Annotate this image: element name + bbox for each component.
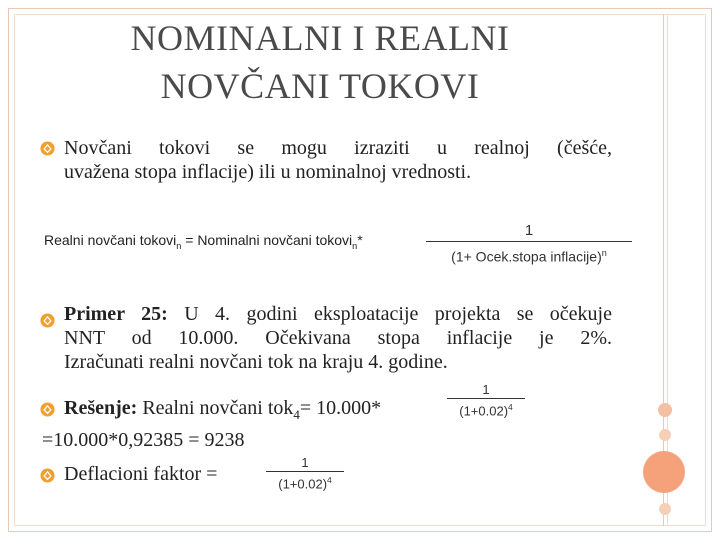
formula-denominator-sup: n bbox=[601, 248, 607, 258]
solution-frac-den-wrap bbox=[447, 400, 525, 418]
example-label: Primer 25: bbox=[64, 303, 168, 325]
decorative-circle-small-3 bbox=[659, 503, 671, 515]
deflator-fraction bbox=[266, 456, 344, 491]
formula-denominator: (1+ Ocek.stopa inflacije) bbox=[451, 248, 602, 265]
deflator-frac-bar bbox=[266, 471, 344, 472]
formula-rhs-sub: n bbox=[352, 240, 358, 251]
real-cashflow-formula bbox=[44, 232, 363, 251]
solution-rest: = 10.000* bbox=[299, 397, 382, 419]
decorative-circle-small-1 bbox=[658, 403, 672, 417]
example-paragraph bbox=[64, 302, 612, 374]
deflator-frac-num: 1 bbox=[301, 455, 309, 470]
example-line-2: NNT od 10.000. Očekivana stopa inflacije je 2%. bbox=[64, 327, 612, 349]
formula-denominator-wrap bbox=[426, 243, 632, 267]
formula-lhs: Realni novčani tokovi bbox=[44, 232, 177, 248]
example-line-1-text: U 4. godini eksploatacije projekta se očekuje bbox=[167, 303, 612, 325]
solution-label: Rešenje: bbox=[64, 397, 138, 419]
decorative-circle-large bbox=[643, 451, 685, 493]
bullet-icon bbox=[40, 468, 55, 483]
bullet-icon bbox=[40, 402, 55, 417]
example-line-3: Izračunati realni novčani tok na kraju 4. godine. bbox=[64, 351, 448, 373]
formula-lhs-sub: n bbox=[176, 240, 182, 251]
slide-title bbox=[40, 14, 600, 110]
paragraph-1-line-2: uvažena stopa inflacije) ili u nominalnoj vrednosti. bbox=[64, 161, 472, 183]
formula-numerator: 1 bbox=[524, 222, 534, 239]
solution-frac-num: 1 bbox=[482, 382, 490, 397]
solution-fraction bbox=[447, 383, 525, 418]
deflator-frac-sup: 4 bbox=[327, 475, 332, 485]
solution-result: =10.000*0,92385 = 9238 bbox=[42, 429, 245, 451]
solution-frac-bar bbox=[447, 398, 525, 399]
solution-frac-sup: 4 bbox=[508, 402, 513, 412]
solution-frac-den: (1+0.02) bbox=[459, 403, 509, 419]
example-line-1 bbox=[64, 302, 612, 326]
solution-sub: 4 bbox=[293, 407, 300, 422]
side-rule bbox=[663, 14, 664, 526]
paragraph-1-line-1: Novčani tokovi se mogu izraziti u realnoj (češće, bbox=[64, 137, 612, 159]
formula-star: * bbox=[357, 232, 363, 248]
decorative-circle-small-2 bbox=[659, 429, 671, 441]
paragraph-1 bbox=[64, 136, 612, 184]
side-rule-secondary bbox=[667, 14, 668, 526]
title-line-1: NOMINALNI I REALNI bbox=[130, 18, 510, 58]
formula-fraction bbox=[426, 222, 632, 267]
bullet-icon bbox=[40, 313, 55, 328]
title-line-2: NOVČANI TOKOVI bbox=[160, 66, 480, 106]
formula-fraction-bar bbox=[426, 241, 632, 242]
deflator-line: Deflacioni faktor = bbox=[64, 463, 218, 485]
formula-eq: = Nominalni novčani tokovi bbox=[181, 232, 353, 248]
bullet-icon bbox=[40, 141, 55, 156]
deflator-frac-den: (1+0.02) bbox=[278, 476, 328, 492]
deflator-frac-den-wrap bbox=[266, 473, 344, 491]
solution-text: Realni novčani tok bbox=[137, 397, 294, 419]
solution-line bbox=[64, 396, 381, 427]
